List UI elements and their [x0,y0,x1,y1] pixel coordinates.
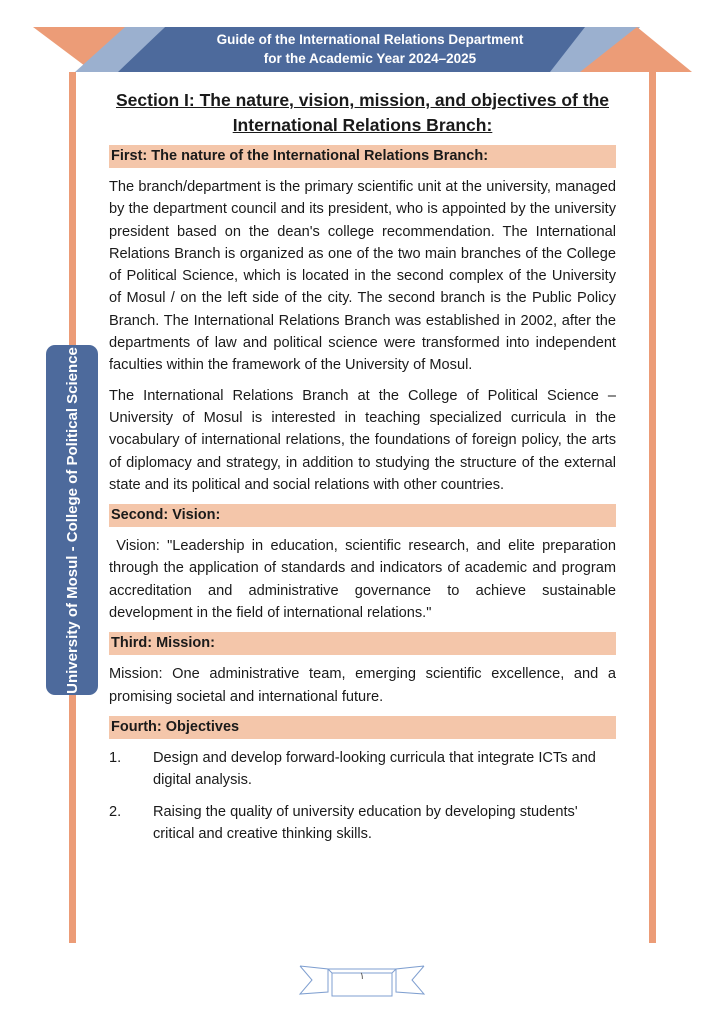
objective-item [109,747,616,792]
objective-text: Design and develop forward-looking curricula that integrate ICTs and digital analysis. [153,749,596,789]
section-title: Section I: The nature, vision, mission, and objectives of the International Relations Branch: [115,90,609,135]
objective-text: Raising the quality of university education by developing students' critical and creative thinking skills. [153,803,578,842]
objective-number: 1. [109,749,122,766]
side-label-text: University of Mosul - College of Political Science [63,346,81,694]
objectives-list [109,747,616,845]
header-title-line1: Guide of the International Relations Department [216,32,524,47]
page-content [109,88,621,854]
nature-paragraph-2: The International Relations Branch at the College of Political Science – University of Mosul is interested in teaching specialized curricula in the vocabulary of international relations, the foundations of foreign policy, the arts of diplomacy and strategy, in addition to studying the structure of the external state and its political and social relations with other countries. [109,387,616,493]
side-institution-label [46,345,98,695]
objective-number: 2. [109,803,122,820]
subhead-vision: Second: Vision: [109,504,616,527]
objective-item [109,801,616,846]
nature-paragraph-1: The branch/department is the primary scientific unit at the university, managed by the department council and its president, who is appointed by the university president based on the dean's college recommendation. The International Relations Branch is organized as one of the two main branches of the College of Political Science, which is located in the second complex of the University of Mosul / on the left side of the city. The second branch is the Public Policy Branch. The International Relations Branch was established in 2002, after the departments of law and political science were transformed into independent faculties within the framework of the University of Mosul. [109,179,616,374]
document-header-title [150,30,590,68]
right-frame-bar [649,72,656,943]
mission-paragraph: Mission: One administrative team, emerging scientific excellence, and a promising societal and international future. [109,666,616,705]
page-number: ١ [359,971,365,982]
subhead-mission: Third: Mission: [109,632,616,655]
vision-paragraph: Vision: "Leadership in education, scientific research, and elite preparation through the application of standards and indicators of academic and program accreditation and administrative governance to achieve sustainable development in the field of international relations." [109,538,621,622]
header-title-line2: for the Academic Year 2024–2025 [263,51,477,66]
subhead-objectives: Fourth: Objectives [109,716,616,739]
subhead-nature: First: The nature of the International Relations Branch: [109,145,616,168]
